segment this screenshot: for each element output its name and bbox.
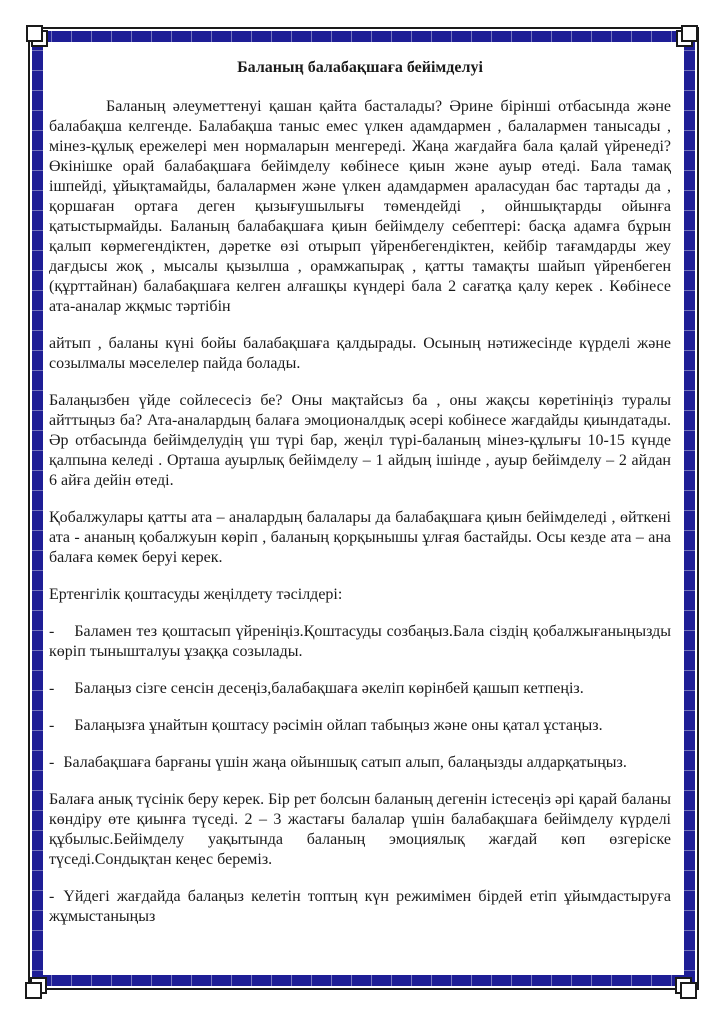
corner-ornament-icon xyxy=(681,25,698,42)
list-item-text: Балаңыз сізге сенсін десеңіз,балабақшаға әкеліп көрінбей қашып кетпеңіз. xyxy=(74,680,584,697)
corner-ornament-icon xyxy=(680,982,697,999)
list-dash: - xyxy=(49,888,55,905)
list-item xyxy=(49,716,671,736)
list-item-text: Балаңызға ұнайтын қоштасу рәсімін ойлап табыңыз және оны қатал ұстаңыз. xyxy=(74,717,603,734)
list-dash: - xyxy=(49,717,55,734)
paragraph: Балаңызбен үйде сойлесесіз бе? Оны мақтайсыз ба , оны жақсы көретініңіз туралы айттыңыз ба? Ата-аналардың балаға эмоционалдық әсері кобінесе жағдайды қиындатады. Әр отбасында бейімделудің үш түрі бар, жеңіл түрі-баланың мінез-құлығы 10-15 күнде қалпына келеді . Орташа ауырлық бейімделу – 1 айдың ішінде , ауыр бейімделу – 2 айдан 6 айға дейін өтеді. xyxy=(49,392,671,489)
corner-ornament-icon xyxy=(25,982,42,999)
document-body xyxy=(49,58,671,927)
paragraph: Балаға анық түсінік беру керек. Бір рет болсын баланың дегенін істесеңіз әрі қарай баланы көндіру өте қиынға түседі. 2 – 3 жастағы балалар үшін балабақшаға бейімделу күрделі құбылыс.Бейімделу уақытында баланың эмоциялық жағдай көп өзгеріске түседі.Сондықтан кеңес береміз. xyxy=(49,791,671,868)
list-item xyxy=(49,622,671,662)
document-title: Баланың балабақшаға бейімделуі xyxy=(237,59,483,76)
list-item xyxy=(49,679,671,699)
page-border-band-top xyxy=(32,31,695,42)
list-item xyxy=(49,887,671,927)
corner-ornament-icon xyxy=(26,25,43,42)
paragraph: Ертенгілік қоштасуды жеңілдету тәсілдері: xyxy=(49,586,343,603)
paragraph: Қобалжулары қатты ата – аналардың балалары да балабақшаға қиын бейімделеді , өйткені ата - ананың қобалжуын көріп , баланың қорқынышы ұлғая бастайды. Осы кезде ата – ана балаға көмек беруі керек. xyxy=(49,509,671,566)
list-item-text: Үйдегі жағдайда балаңыз келетін топтың күн режимімен бірдей етіп ұйымдастыруға жұмыстаныңыз xyxy=(49,888,671,925)
paragraph: айтып , баланы күні бойы балабақшаға қалдырады. Осының нәтижесінде күрделі және созылмалы мәселелер пайда болады. xyxy=(49,335,671,372)
page-border-band-right xyxy=(684,31,695,986)
list-dash: - xyxy=(49,623,55,640)
page-border-band-left xyxy=(32,31,43,986)
list-dash: - xyxy=(49,754,55,771)
list-item xyxy=(49,753,671,773)
list-item-text: Баламен тез қоштасып үйреніңіз.Қоштасуды созбаңыз.Бала сіздің қобалжығаныңызды көріп тынышталуы ұзаққа созылады. xyxy=(49,623,671,660)
page-border-band-bottom xyxy=(32,975,695,986)
list-item-text: Балабақшаға барғаны үшін жаңа ойыншық сатып алып, балаңызды алдарқатыңыз. xyxy=(63,754,627,771)
paragraph: Баланың әлеуметтенуі қашан қайта басталады? Әрине бірінші отбасында және балабақша келгенде. Балабақша таныс емес үлкен адамдармен , балалармен танысады , мінез-құлық ережелері мен нормаларын менгереді. Жаңа жағдайға бала қалай үйренеді? Өкінішке орай балабақшаға бейімделу көбінесе қиын және ауыр өтеді. Бала тамақ ішпейді, ұйықтамайды, балалармен және үлкен адамдармен араласудан бас тартады да , қоршаған ортаға деген қызығушылығы төмендейді , ойншықтарды ойынға қатыстырмайды. Баланың балабақшаға қиын бейімделу себептері: басқа адамға бұрын қалып көрмегендіктен, дәретке өзі отырып үйренбегендіктен, кейбір тағамдарды жеу дағдысы жоқ , мысалы қызылша , орамжапырақ , қатты тамақты шайып үйренбеген (құрттайнан) балабақшаға келген алғашқы күндері бала 2 сағатқа қалу керек . Көбінесе ата-аналар жқмыс тәртібін xyxy=(49,98,671,315)
list-dash: - xyxy=(49,680,55,697)
